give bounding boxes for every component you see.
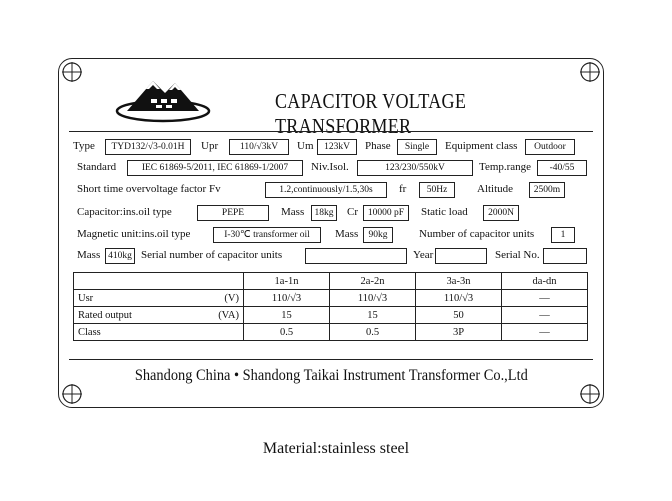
year-value xyxy=(435,248,487,264)
table-row xyxy=(74,307,588,324)
table-cell: 15 xyxy=(244,307,330,324)
table-cell: 15 xyxy=(330,307,416,324)
serial-no-value xyxy=(543,248,587,264)
type-label: Type xyxy=(73,140,95,152)
total-mass-label: Mass xyxy=(77,249,101,261)
table-header-row xyxy=(74,273,588,290)
capacitor-units-label: Number of capacitor units xyxy=(419,228,535,240)
cr-label: Cr xyxy=(347,206,358,218)
title-divider xyxy=(69,131,593,132)
table-cell: — xyxy=(502,324,588,341)
serial-capacitor-units-label: Serial number of capacitor units xyxy=(141,249,283,261)
fr-label: fr xyxy=(399,183,407,195)
short-time-overvoltage-value: 1.2,continuously/1.5,30s xyxy=(265,182,387,198)
capacitor-oil-label: Capacitor:ins.oil type xyxy=(77,206,172,218)
table-cell: — xyxy=(502,290,588,307)
equipment-class-label: Equipment class xyxy=(445,140,518,152)
upr-label: Upr xyxy=(201,140,219,152)
static-load-label: Static load xyxy=(421,206,468,218)
table-row xyxy=(74,290,588,307)
table-header-cell: 3a-3n xyxy=(416,273,502,290)
table-header-cell: da-dn xyxy=(502,273,588,290)
upr-value: 110/√3kV xyxy=(229,139,289,155)
altitude-value: 2500m xyxy=(529,182,565,198)
table-cell: 0.5 xyxy=(244,324,330,341)
temp-range-label: Temp.range xyxy=(479,161,532,173)
total-mass-value: 410kg xyxy=(105,248,135,264)
serial-no-label: Serial No. xyxy=(495,249,540,261)
standard-label: Standard xyxy=(77,161,117,173)
magnetic-unit-oil-label: Magnetic unit:ins.oil type xyxy=(77,228,191,240)
capacitor-oil-value: PEPE xyxy=(197,205,269,221)
row-label-cell xyxy=(74,324,244,341)
capacitor-units-value: 1 xyxy=(551,227,575,243)
screw-bottom-left-icon xyxy=(61,383,83,405)
material-caption: Material:stainless steel xyxy=(262,440,410,457)
screw-bottom-right-icon xyxy=(579,383,601,405)
table-cell: — xyxy=(502,307,588,324)
row-unit: (VA) xyxy=(218,309,239,321)
standard-value: IEC 61869-5/2011, IEC 61869-1/2007 xyxy=(127,160,303,176)
row-label-cell xyxy=(74,307,244,324)
table-row xyxy=(74,324,588,341)
table-cell: 110/√3 xyxy=(416,290,502,307)
table-header-cell: 1a-1n xyxy=(244,273,330,290)
manufacturer-text: Shandong China • Shandong Taikai Instrument Transformer Co.,Ltd xyxy=(134,367,528,384)
cr-value: 10000 pF xyxy=(363,205,409,221)
phase-label: Phase xyxy=(365,140,391,152)
temp-range-value: -40/55 xyxy=(537,160,587,176)
short-time-overvoltage-label: Short time overvoltage factor Fv xyxy=(77,183,221,195)
magnetic-mass-value: 90kg xyxy=(363,227,393,243)
fr-value: 50Hz xyxy=(419,182,455,198)
spec-table xyxy=(73,272,588,341)
table-cell: 110/√3 xyxy=(244,290,330,307)
manufacturer-footer xyxy=(69,367,593,385)
row-unit: (V) xyxy=(224,292,239,304)
niv-isol-label: Niv.Isol. xyxy=(311,161,349,173)
plate-title: CAPACITOR VOLTAGE TRANSFORMER xyxy=(275,89,467,138)
table-cell: 110/√3 xyxy=(330,290,416,307)
table-cell: 3P xyxy=(416,324,502,341)
capacitor-mass-value: 18kg xyxy=(311,205,337,221)
niv-isol-value: 123/230/550kV xyxy=(357,160,473,176)
altitude-label: Altitude xyxy=(477,183,514,195)
table-header-cell xyxy=(74,273,244,290)
magnetic-unit-oil-value: I-30℃ transformer oil xyxy=(213,227,321,243)
capacitor-mass-label: Mass xyxy=(281,206,305,218)
static-load-value: 2000N xyxy=(483,205,519,221)
footer-divider xyxy=(69,359,593,360)
title-area xyxy=(59,59,603,138)
magnetic-mass-label: Mass xyxy=(335,228,359,240)
mountain-logo-icon xyxy=(113,71,213,123)
type-row xyxy=(73,140,95,152)
serial-capacitor-units-value xyxy=(305,248,407,264)
row-label: Usr xyxy=(78,292,94,304)
row-label: Class xyxy=(78,326,101,338)
um-label: Um xyxy=(297,140,314,152)
um-value: 123kV xyxy=(317,139,357,155)
row-label-cell xyxy=(74,290,244,307)
nameplate xyxy=(58,58,604,408)
equipment-class-value: Outdoor xyxy=(525,139,575,155)
table-cell: 0.5 xyxy=(330,324,416,341)
row-label: Rated output xyxy=(78,309,132,321)
phase-value: Single xyxy=(397,139,437,155)
table-cell: 50 xyxy=(416,307,502,324)
type-value: TYD132/√3-0.01H xyxy=(105,139,191,155)
year-label: Year xyxy=(413,249,434,261)
table-header-cell: 2a-2n xyxy=(330,273,416,290)
